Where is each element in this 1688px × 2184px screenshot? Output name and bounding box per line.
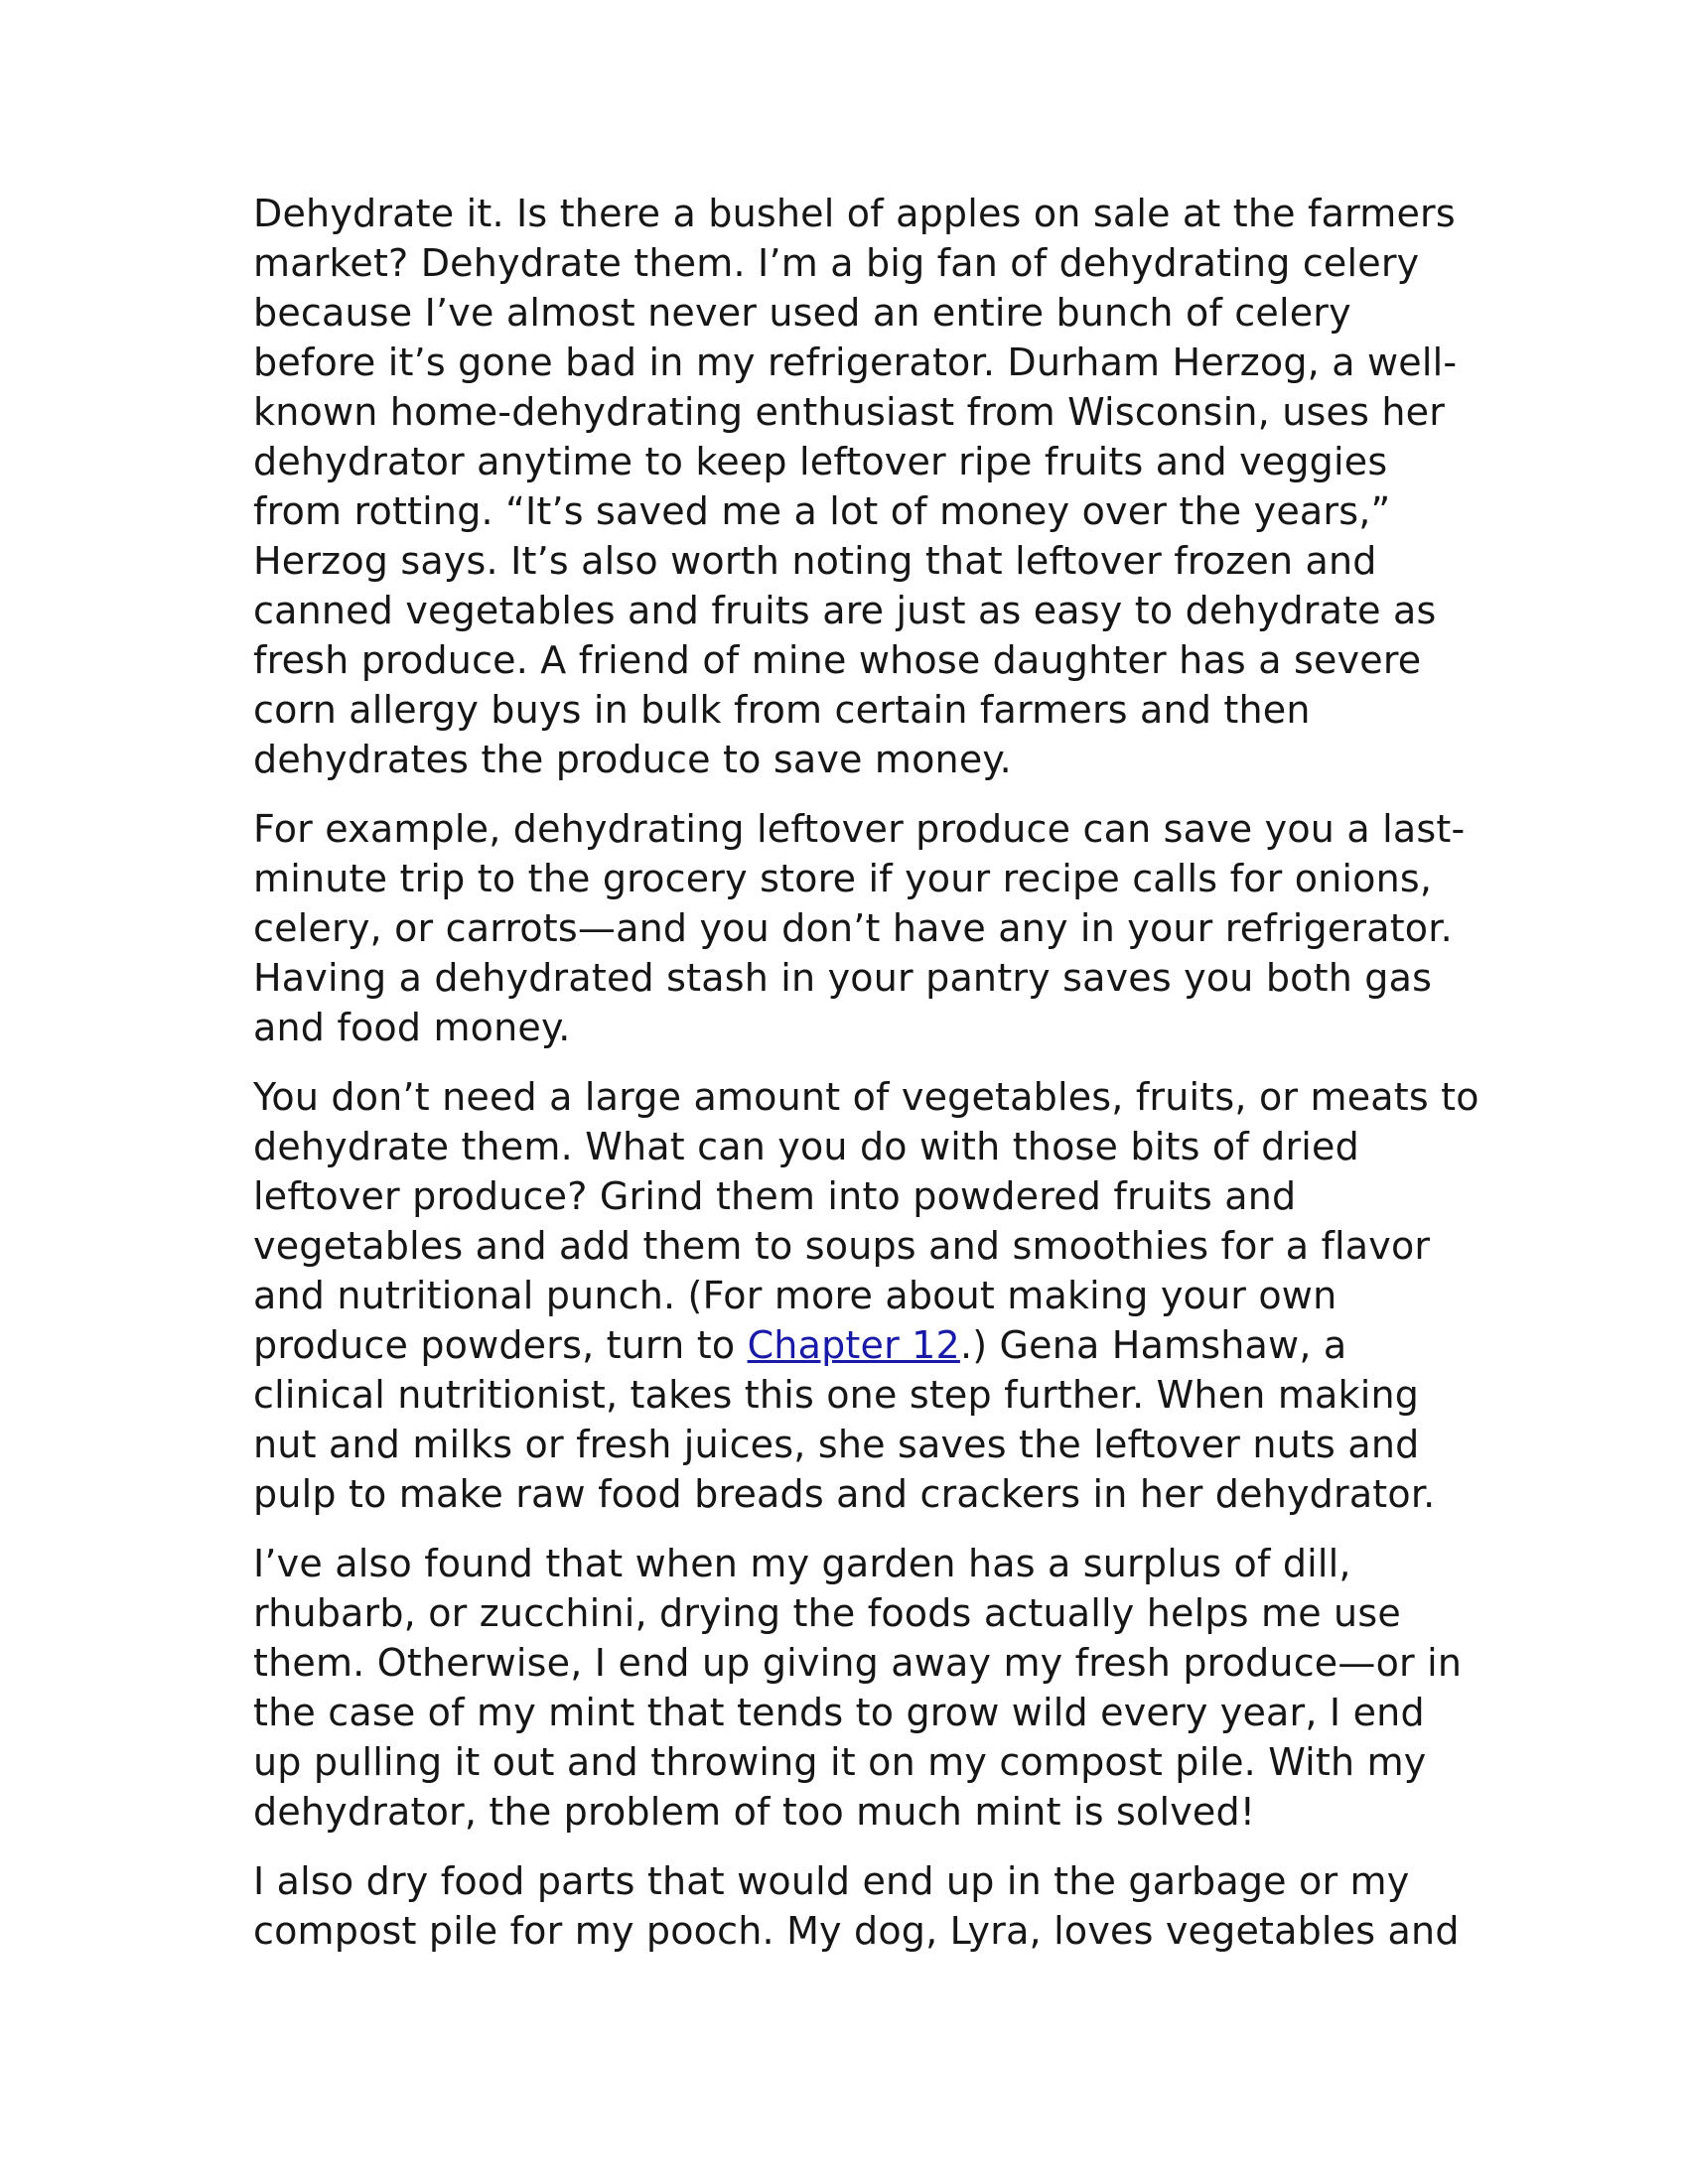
- paragraph-dehydrate-it: Dehydrate it. Is there a bushel of apples on sale at the farmers market? Dehydrate them. I’m a big fan of dehydrating celery because I’ve almost never used an entire bunch of celery before it’s gone bad in my refrigerator. Durham Herzog, a well-known home-dehydrating enthusiast from Wisconsin, uses her dehydrator anytime to keep leftover ripe fruits and veggies from rotting. “It’s saved me a lot of money over the years,” Herzog says. It’s also worth noting that leftover frozen and canned vegetables and fruits are just as easy to dehydrate as fresh produce. A friend of mine whose daughter has a severe corn allergy buys in bulk from certain farmers and then dehydrates the produce to save money.: [253, 192, 1458, 781]
- paragraph-dog-food: I also dry food parts that would end up in the garbage or my compost pile for my pooch. My dog, Lyra, loves vegetables and: [253, 1859, 1460, 1953]
- paragraph-for-example: For example, dehydrating leftover produce can save you a last-minute trip to the grocery store if your recipe calls for onions, celery, or carrots—and you don’t have any in your refrigerator. Having a dehydrated stash in your pantry saves you both gas and food money.: [253, 807, 1466, 1049]
- paragraph-large-amount: [253, 1072, 1484, 1519]
- chapter-12-link[interactable]: Chapter 12: [747, 1323, 960, 1367]
- paragraph-text-before-link: You don’t need a large amount of vegetables, fruits, or meats to dehydrate them. What can you do with those bits of dried leftover produce? Grind them into powdered fruits and vegetables and add them to soups and smoothies for a flavor and nutritional punch. (For more about making your own produce powders, turn to: [253, 1075, 1479, 1367]
- paragraph-text-after-link: .) Gena Hamshaw, a clinical nutritionist, takes this one step further. When making nut and milks or fresh juices, she saves the leftover nuts and pulp to make raw food breads and crackers in her dehydrator.: [253, 1323, 1436, 1516]
- paragraph-garden-surplus: I’ve also found that when my garden has a surplus of dill, rhubarb, or zucchini, drying the foods actually helps me use them. Otherwise, I end up giving away my fresh produce—or in the case of my mint that tends to grow wild every year, I end up pulling it out and throwing it on my compost pile. With my dehydrator, the problem of too much mint is solved!: [253, 1542, 1463, 1834]
- body-text: [253, 189, 1484, 1976]
